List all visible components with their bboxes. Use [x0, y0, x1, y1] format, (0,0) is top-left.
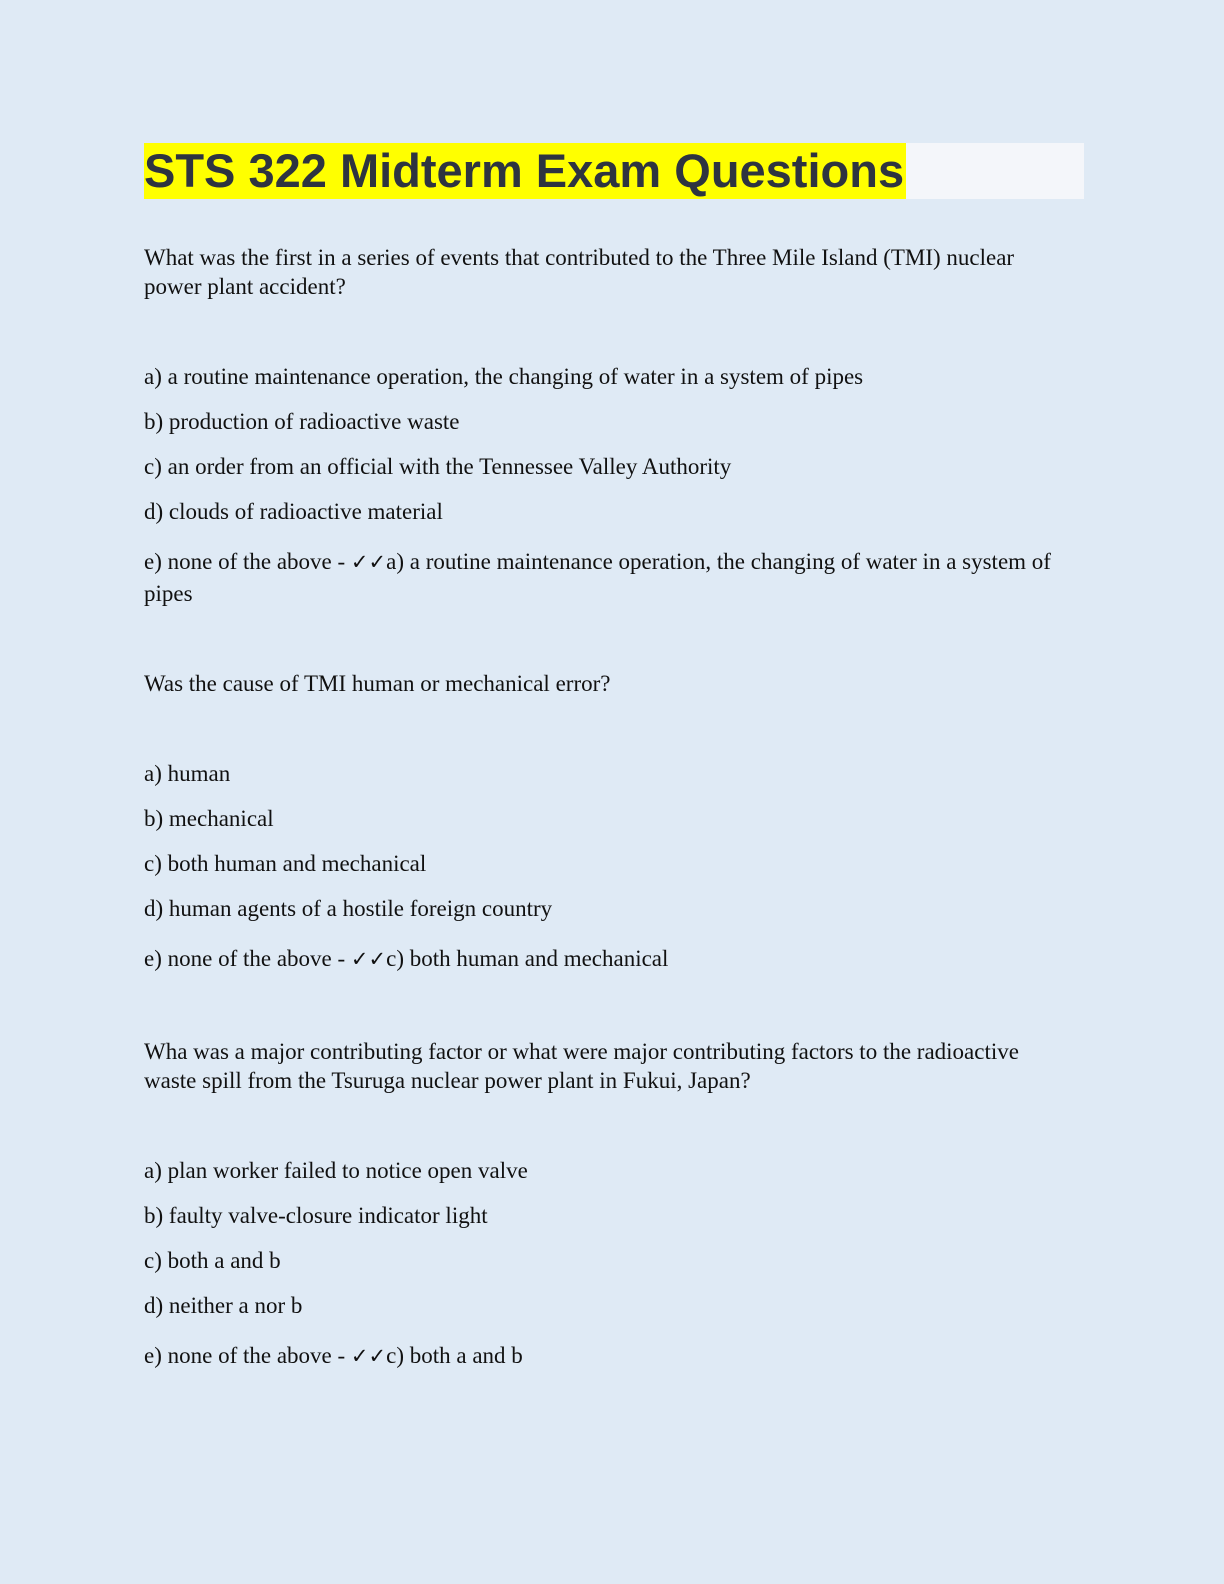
document-page — [144, 143, 1084, 199]
question-3-option-d: d) neither a nor b — [144, 1293, 303, 1318]
title-bar — [144, 143, 1084, 199]
question-2-option-e: e) none of the above - — [144, 946, 351, 971]
question-3 — [144, 1037, 1069, 1095]
question-1-option-c: c) an order from an official with the Tennessee Valley Authority — [144, 454, 732, 479]
question-2-text: Was the cause of TMI human or mechanical error? — [144, 671, 611, 696]
check-mark-icon: ✓✓ — [350, 1344, 387, 1368]
question-3-option-c: c) both a and b — [144, 1248, 281, 1273]
question-3-option-b: b) faulty valve-closure indicator light — [144, 1203, 488, 1228]
question-2 — [144, 669, 1069, 698]
question-1-option-a: a) a routine maintenance operation, the changing of water in a system of pipes — [144, 364, 864, 389]
question-1 — [144, 243, 1069, 301]
document-title: STS 322 Midterm Exam Questions — [144, 144, 905, 197]
question-3-option-a: a) plan worker failed to notice open valve — [144, 1158, 528, 1183]
question-3-answer: c) both a and b — [386, 1343, 523, 1368]
question-1-option-e: e) none of the above - — [144, 549, 351, 574]
question-1-text: What was the first in a series of events that contributed to the Three Mile Island (TMI) nuclear power plant accident? — [144, 245, 1015, 299]
question-1-answer: a) a routine maintenance operation, the changing of water in a system of pipes — [144, 549, 1051, 606]
check-mark-icon: ✓✓ — [350, 550, 387, 574]
question-2-option-d: d) human agents of a hostile foreign country — [144, 896, 553, 921]
question-2-answer: c) both human and mechanical — [386, 946, 669, 971]
question-2-option-c: c) both human and mechanical — [144, 851, 427, 876]
question-2-option-a: a) human — [144, 761, 231, 786]
question-2-option-b: b) mechanical — [144, 806, 274, 831]
question-3-option-e: e) none of the above - — [144, 1343, 351, 1368]
check-mark-icon: ✓✓ — [350, 947, 387, 971]
question-2-option-e-answer — [144, 943, 1069, 975]
question-3-text: Wha was a major contributing factor or what were major contributing factors to the radioactive waste spill from the Tsuruga nuclear power plant in Fukui, Japan? — [144, 1039, 1019, 1093]
question-3-option-e-answer — [144, 1340, 1069, 1372]
question-1-option-b: b) production of radioactive waste — [144, 409, 460, 434]
question-1-option-e-answer — [144, 546, 1069, 609]
question-1-option-d: d) clouds of radioactive material — [144, 499, 443, 524]
